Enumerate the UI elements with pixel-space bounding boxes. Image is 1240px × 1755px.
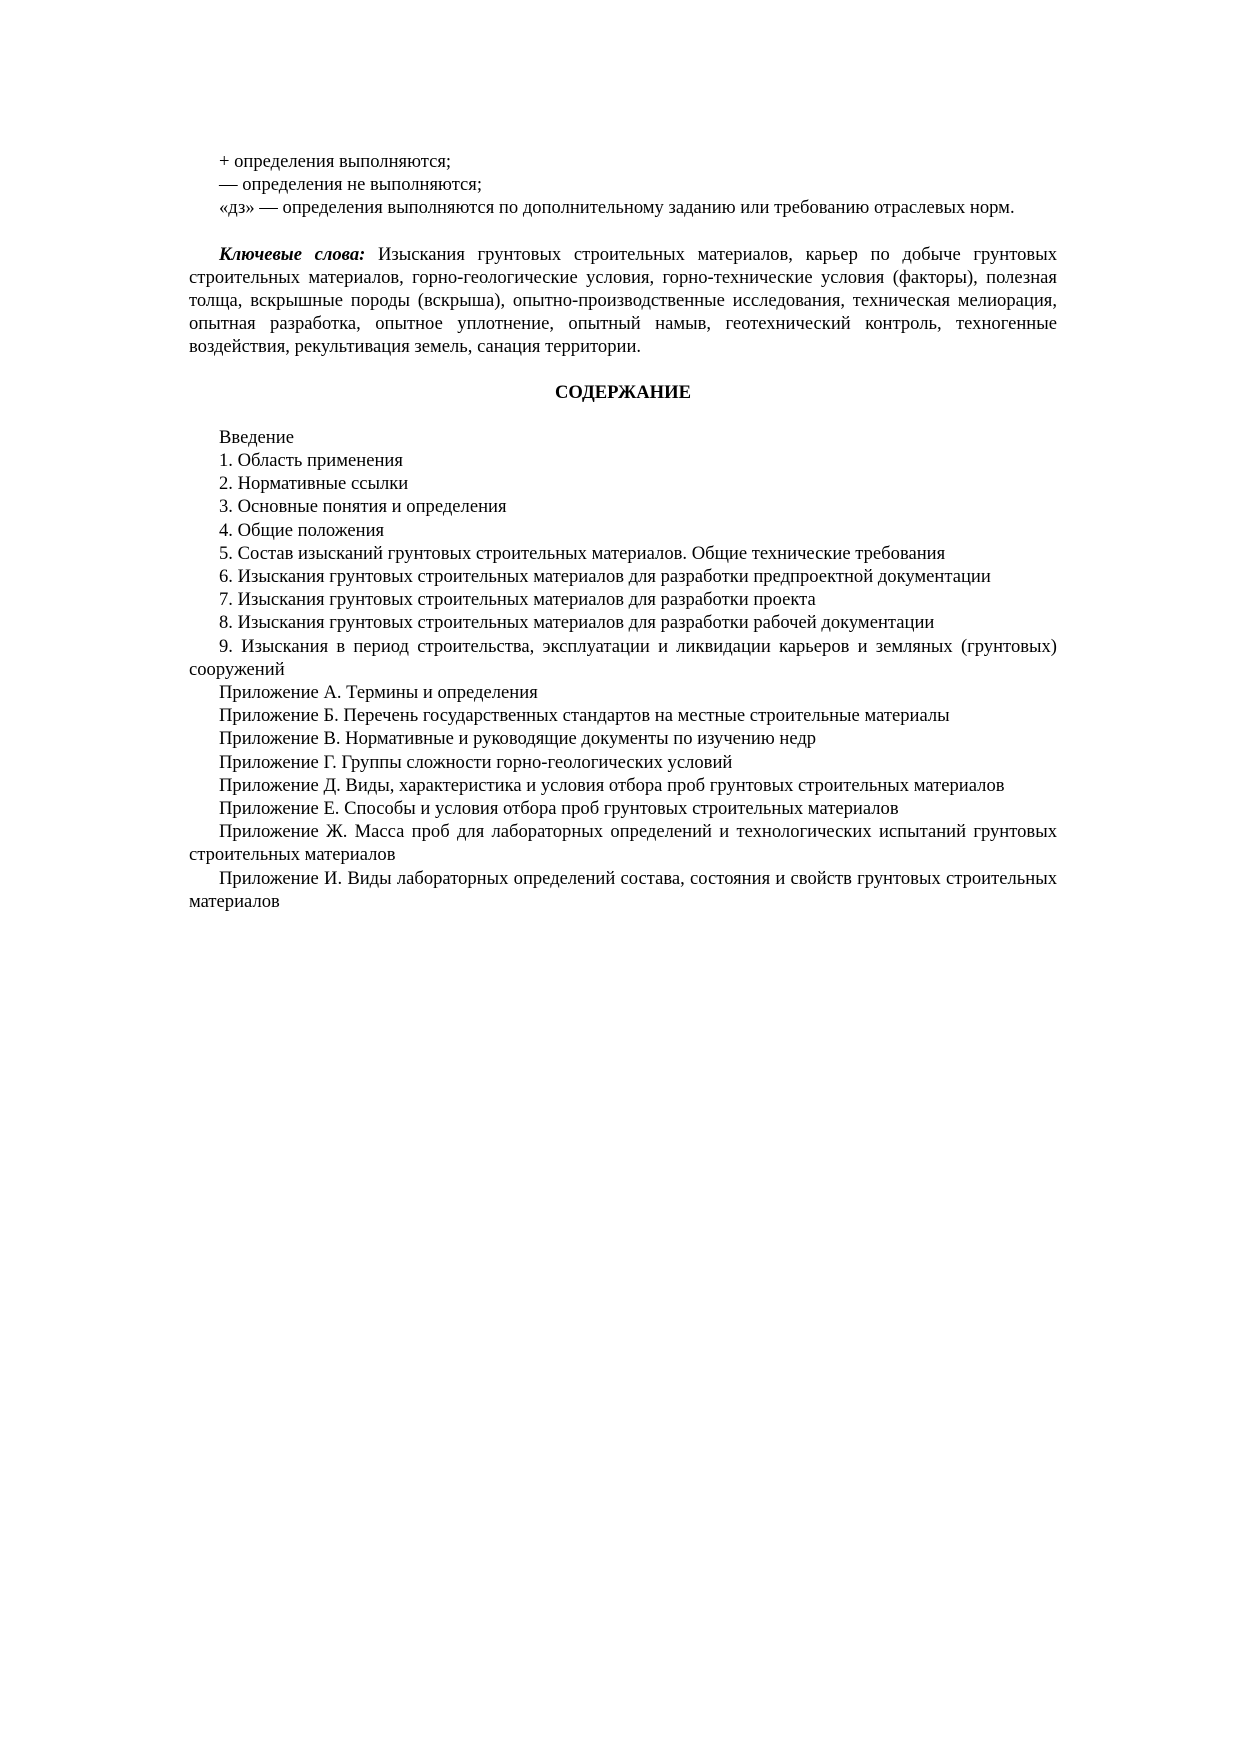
keywords-paragraph (189, 243, 1057, 359)
keywords-text: Изыскания грунтовых строительных материалов, карьер по добыче грунтовых строительных материалов, горно-геологические условия, горно-технические условия (факторы), полезная толща, вскрышные породы (вскрыша), опытно-производственные исследования, техническая мелиорация, опытная разработка, опытное уплотнение, опытный намыв, геотехнический контроль, техногенные воздействия, рекультивация земель, санация территории. (189, 243, 1057, 358)
toc-item: 2. Нормативные ссылки (219, 473, 409, 495)
document-page (189, 150, 1057, 913)
toc-item: 5. Состав изысканий грунтовых строительных материалов. Общие технические требования (219, 542, 946, 564)
toc-item: 8. Изыскания грунтовых строительных материалов для разработки рабочей документации (219, 612, 935, 634)
toc-item: 1. Область применения (219, 450, 403, 472)
toc-item: Приложение Г. Группы сложности горно-геологических условий (219, 751, 733, 773)
toc-item: Приложение Е. Способы и условия отбора проб грунтовых строительных материалов (219, 798, 899, 820)
legend-line-dz: «дз» — определения выполняются по дополнительному заданию или требованию отраслевых норм. (219, 197, 1015, 219)
toc-item: Приложение Ж. Масса проб для лабораторных определений и технологических испытаний грунтовых строительных материалов (189, 821, 1057, 866)
toc-item: Приложение А. Термины и определения (219, 682, 538, 704)
toc-item: Введение (219, 426, 294, 448)
legend-line-plus: + определения выполняются; (219, 151, 452, 172)
contents-title: СОДЕРЖАНИЕ (554, 381, 691, 403)
toc-item: 9. Изыскания в период строительства, эксплуатации и ликвидации карьеров и земляных (грунтовых) сооружений (189, 635, 1057, 680)
toc-item: Приложение Д. Виды, характеристика и условия отбора проб грунтовых строительных материалов (219, 774, 1005, 796)
table-of-contents (189, 426, 1057, 913)
legend-line-minus: — определения не выполняются; (219, 174, 483, 196)
toc-item: 7. Изыскания грунтовых строительных материалов для разработки проекта (219, 589, 816, 611)
toc-item: Приложение В. Нормативные и руководящие документы по изучению недр (219, 728, 817, 750)
toc-item: Приложение Б. Перечень государственных стандартов на местные строительные материалы (219, 705, 950, 727)
toc-item: Приложение И. Виды лабораторных определений состава, состояния и свойств грунтовых строительных материалов (189, 867, 1057, 912)
toc-item: 4. Общие положения (219, 519, 385, 541)
toc-item: 3. Основные понятия и определения (219, 496, 507, 518)
keywords-label: Ключевые слова: (219, 243, 366, 265)
spacer (189, 220, 1057, 243)
toc-item: 6. Изыскания грунтовых строительных материалов для разработки предпроектной документации (219, 566, 991, 588)
